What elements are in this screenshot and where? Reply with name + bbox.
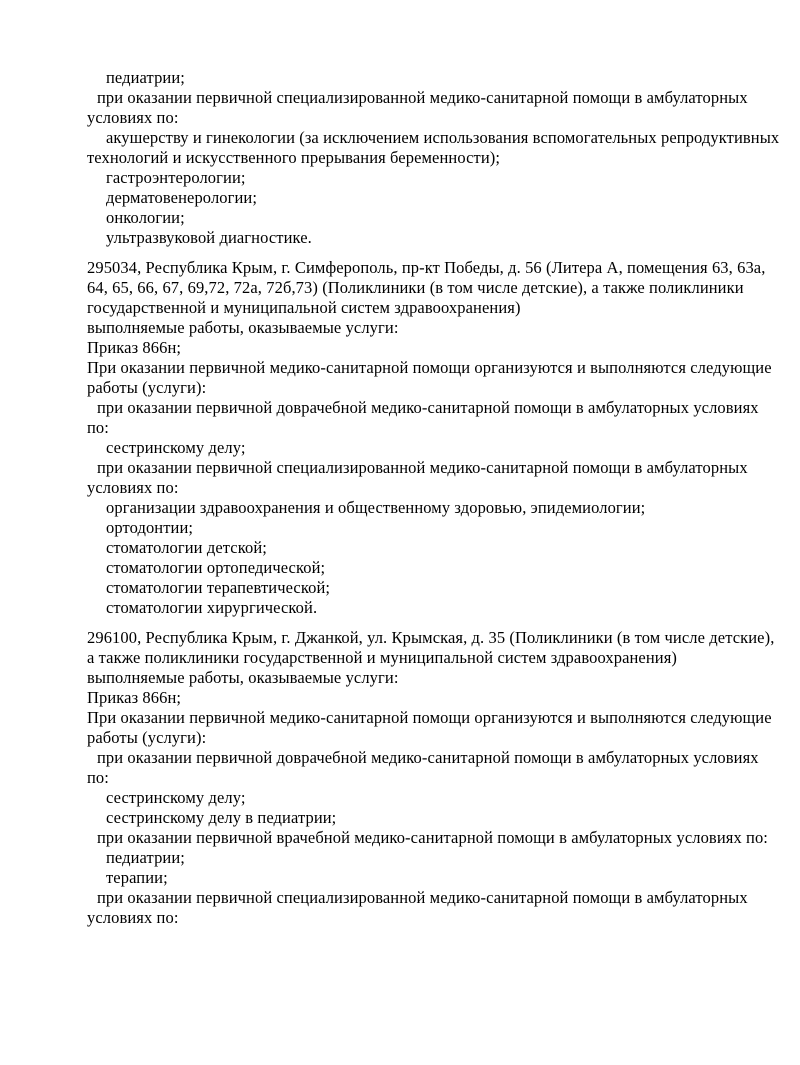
text-line [87,248,777,258]
text-line: При оказании первичной медико-санитарной помощи организуются и выполняются следующие [87,708,772,727]
text-line: при оказании первичной доврачебной медико-санитарной помощи в амбулаторных условиях [97,398,759,417]
text-line: выполняемые работы, оказываемые услуги: [87,668,399,687]
text-line: онкологии; [106,208,185,227]
text-line: педиатрии; [106,68,185,87]
text-line [87,618,777,628]
text-line: по: [87,418,109,437]
text-line: государственной и муниципальной систем здравоохранения) [87,298,521,317]
text-line: при оказании первичной доврачебной медико-санитарной помощи в амбулаторных условиях [97,748,759,767]
text-line: ортодонтии; [106,518,194,537]
text-line: ультразвуковой диагностике. [106,228,312,247]
text-line: дерматовенерологии; [106,188,258,207]
text-line: стоматологии терапевтической; [106,578,331,597]
text-line: Приказ 866н; [87,338,182,357]
text-line: условиях по: [87,108,179,127]
text-line: сестринскому делу в педиатрии; [106,808,337,827]
text-line: а также поликлиники государственной и муниципальной систем здравоохранения) [87,648,678,667]
text-line: стоматологии хирургической. [106,598,318,617]
text-line: при оказании первичной специализированной медико-санитарной помощи в амбулаторных [97,458,748,477]
text-line: работы (услуги): [87,378,207,397]
text-line: при оказании первичной врачебной медико-санитарной помощи в амбулаторных условиях по: [97,828,768,847]
text-line: по: [87,768,109,787]
text-line: гастроэнтерологии; [106,168,246,187]
text-line: стоматологии детской; [106,538,267,557]
text-line: при оказании первичной специализированной медико-санитарной помощи в амбулаторных [97,888,748,907]
text-line: При оказании первичной медико-санитарной помощи организуются и выполняются следующие [87,358,772,377]
text-line: выполняемые работы, оказываемые услуги: [87,318,399,337]
license-services-text [87,68,780,928]
text-line: 296100, Республика Крым, г. Джанкой, ул. Крымская, д. 35 (Поликлиники (в том числе детские), [87,628,775,647]
text-line: стоматологии ортопедической; [106,558,326,577]
text-line: 295034, Республика Крым, г. Симферополь, пр-кт Победы, д. 56 (Литера А, помещения 63, 63а, [87,258,766,277]
text-line: условиях по: [87,908,179,927]
text-line: терапии; [106,868,168,887]
text-line: сестринскому делу; [106,438,246,457]
text-line: педиатрии; [106,848,185,867]
text-line: акушерству и гинекологии (за исключением использования вспомогательных репродуктивных [106,128,780,147]
text-line: при оказании первичной специализированной медико-санитарной помощи в амбулаторных [97,88,748,107]
text-line: технологий и искусственного прерывания беременности); [87,148,501,167]
text-line: условиях по: [87,478,179,497]
text-line: 64, 65, 66, 67, 69,72, 72а, 72б,73) (Поликлиники (в том числе детские), а также поликлиники [87,278,744,297]
text-line: Приказ 866н; [87,688,182,707]
text-line: работы (услуги): [87,728,207,747]
text-line: организации здравоохранения и общественному здоровью, эпидемиологии; [106,498,646,517]
text-line: сестринскому делу; [106,788,246,807]
